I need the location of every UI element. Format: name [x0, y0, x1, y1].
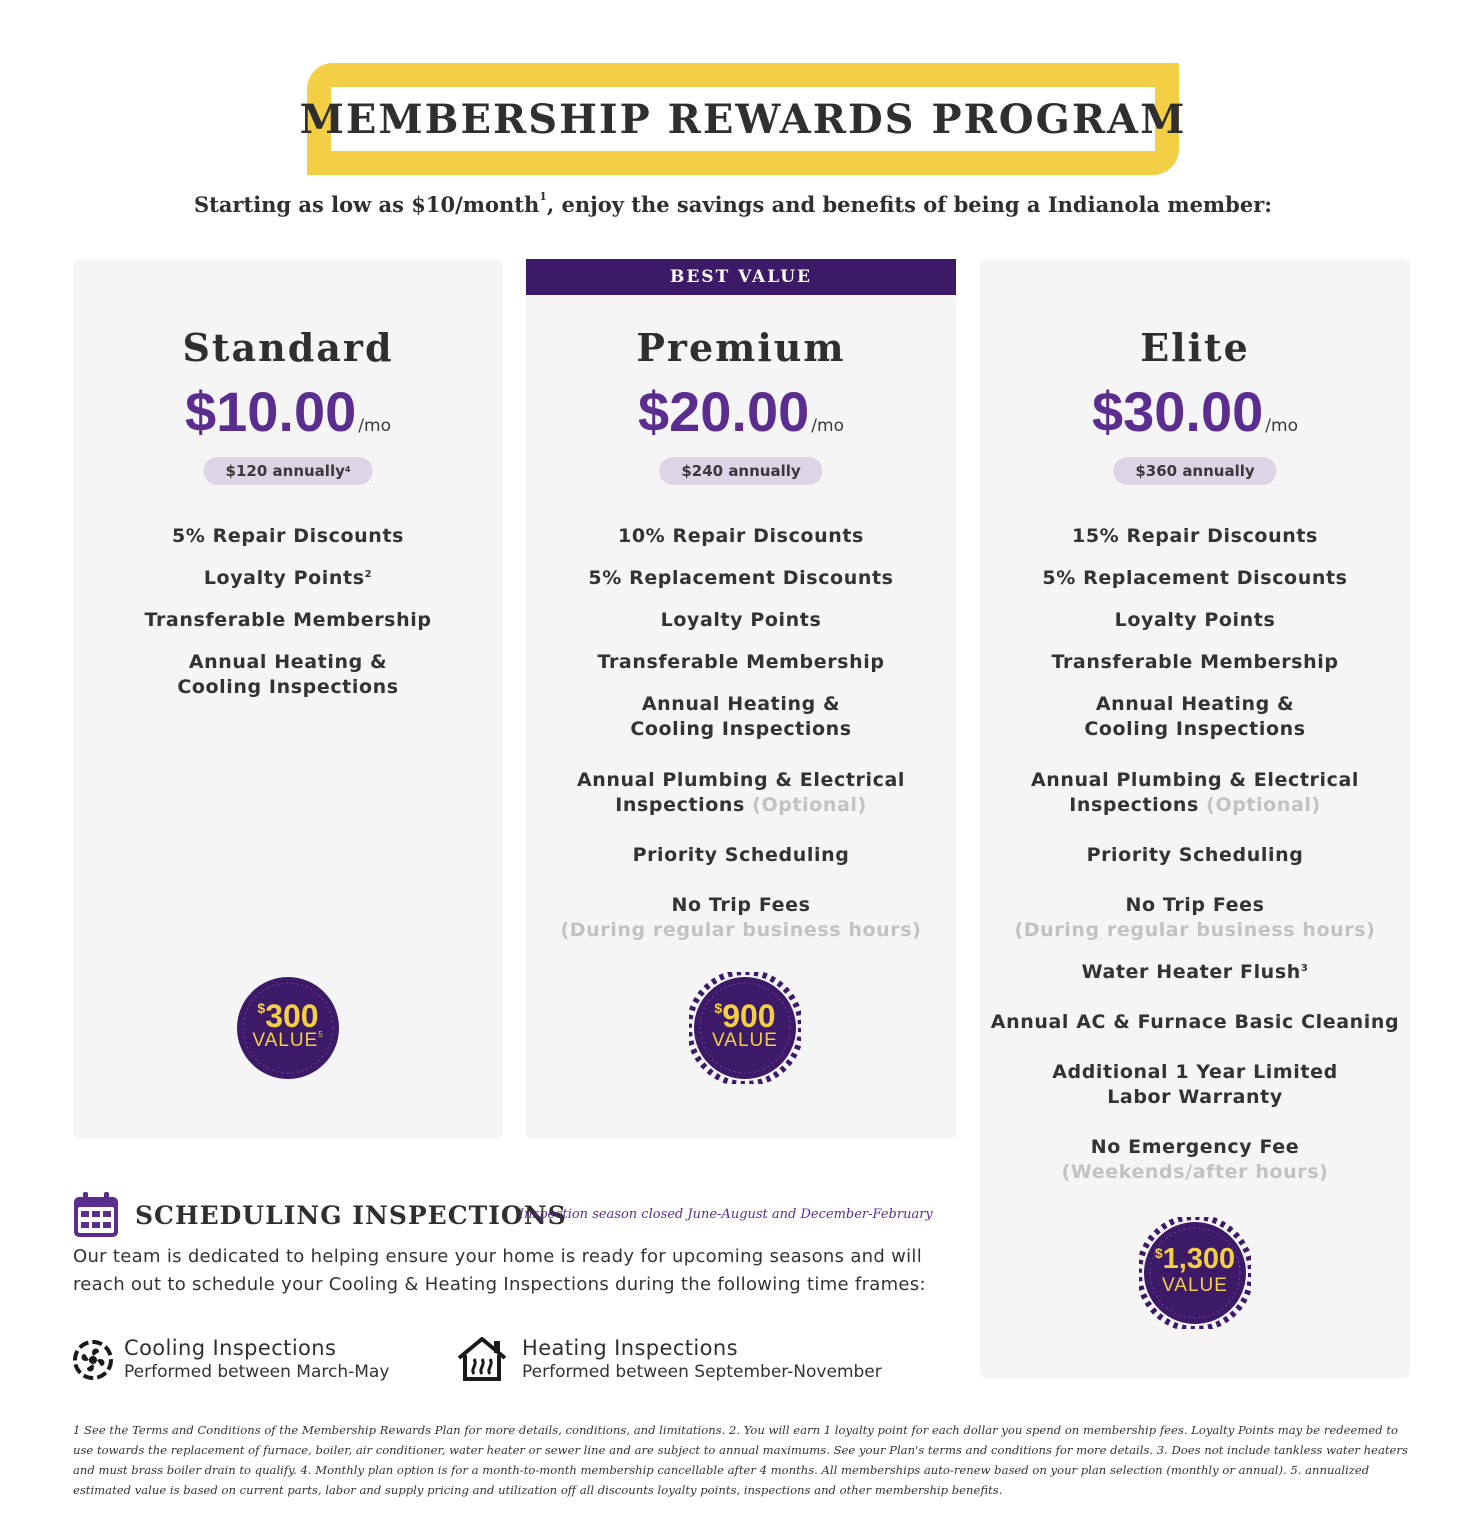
- seal-label: VALUE: [1162, 1275, 1228, 1296]
- page-title: MEMBERSHIP REWARDS PROGRAM: [299, 95, 1187, 143]
- feature-line: Additional 1 Year Limited: [1052, 1061, 1338, 1083]
- seal-currency: $: [714, 1000, 723, 1016]
- feature-line: Inspections: [615, 794, 745, 816]
- feature-repair-discount: 5% Repair Discounts: [171, 525, 405, 547]
- intro-footnote-mark: 1: [539, 190, 547, 203]
- intro-text: [0, 192, 1466, 217]
- title-banner: [299, 63, 1187, 175]
- plan-price: $10.00: [185, 380, 357, 443]
- seal-value: 300: [265, 998, 319, 1034]
- feature-line: Water Heater Flush: [1081, 961, 1301, 983]
- feature-line: No Emergency Fee: [1090, 1136, 1300, 1158]
- seal-label: VALUE: [712, 1030, 778, 1051]
- plan-card-premium: [526, 259, 956, 1139]
- best-value-badge: BEST VALUE: [526, 259, 956, 295]
- seal-amount: [1139, 1243, 1251, 1276]
- plan-name: Standard: [182, 325, 394, 370]
- plan-card-elite: [980, 259, 1410, 1378]
- feature-repair-discount: 10% Repair Discounts: [618, 525, 864, 547]
- price-row: [526, 379, 956, 444]
- optional-tag: (Optional): [752, 794, 867, 816]
- feature-line: Annual Plumbing & Electrical: [576, 769, 906, 791]
- heating-inspections-period: Performed between September-November: [522, 1362, 882, 1382]
- feature-no-trip-fees: [526, 893, 956, 943]
- feature-hvac-inspections: [526, 692, 956, 742]
- annual-price-pill: $240 annually: [659, 457, 822, 485]
- feature-line: Annual Heating &: [1095, 693, 1295, 715]
- scheduling-title: SCHEDULING INSPECTIONS: [135, 1201, 567, 1230]
- feature-no-trip-fees: [980, 893, 1410, 943]
- price-row: [980, 379, 1410, 444]
- feature-line: Annual Heating &: [641, 693, 841, 715]
- feature-loyalty-points: [73, 566, 503, 591]
- feature-line: Cooling Inspections: [177, 676, 399, 698]
- feature-line: Annual Heating &: [188, 651, 388, 673]
- heating-inspections-title: Heating Inspections: [522, 1336, 738, 1360]
- plan-name: Premium: [636, 325, 846, 370]
- feature-labor-warranty: [980, 1060, 1410, 1110]
- scheduling-body: Our team is dedicated to helping ensure your home is ready for upcoming seasons and will reach out to schedule your Cooling & Heating Inspections during the following time frames:: [73, 1246, 926, 1295]
- feature-ac-furnace-cleaning: Annual AC & Furnace Basic Cleaning: [990, 1011, 1400, 1033]
- intro-text-end: , enjoy the savings and benefits of being a Indianola member:: [546, 192, 1273, 217]
- feature-plumbing-electrical: [980, 768, 1410, 818]
- price-row: [73, 379, 503, 444]
- annual-price: $120 annually: [225, 462, 345, 480]
- seal-currency: $: [257, 1000, 266, 1016]
- feature-line: Annual Plumbing & Electrical: [1030, 769, 1360, 791]
- plan-price: $20.00: [638, 380, 810, 443]
- cooling-inspections-period: Performed between March-May: [124, 1362, 390, 1382]
- calendar-icon: [73, 1192, 119, 1238]
- annual-footnote-mark: 4: [344, 464, 351, 474]
- feature-priority-scheduling: Priority Scheduling: [1086, 844, 1304, 866]
- feature-line: No Trip Fees: [671, 894, 811, 916]
- seal-footnote-mark: 5: [318, 1030, 324, 1039]
- feature-line: No Trip Fees: [1125, 894, 1265, 916]
- value-seal: [1139, 1217, 1251, 1329]
- feature-plumbing-electrical: [526, 768, 956, 818]
- cooling-inspections-title: Cooling Inspections: [124, 1336, 337, 1360]
- feature-water-heater-flush: [980, 960, 1410, 985]
- annual-price-pill: [204, 457, 373, 485]
- price-period: /mo: [1265, 416, 1298, 436]
- feature-transferable: Transferable Membership: [1051, 651, 1339, 673]
- feature-replacement-discount: 5% Replacement Discounts: [1042, 567, 1348, 589]
- feature-loyalty-points: Loyalty Points: [660, 609, 822, 631]
- feature-transferable: Transferable Membership: [597, 651, 885, 673]
- value-seal: [689, 972, 801, 1084]
- feature-transferable: Transferable Membership: [144, 609, 432, 631]
- plan-name: Elite: [1140, 325, 1250, 370]
- feature-priority-scheduling: Priority Scheduling: [632, 844, 850, 866]
- title-banner-inner: [299, 87, 1187, 151]
- feature-hvac-inspections: [73, 650, 503, 700]
- fan-icon: [71, 1338, 117, 1384]
- plan-card-standard: [73, 259, 503, 1139]
- house-heat-icon: [456, 1336, 502, 1382]
- footnotes: 1 See the Terms and Conditions of the Membership Rewards Plan for more details, conditions, and limitations. 2. You will earn 1 loyalty point for each dollar you spend on membership fees. Loyalty Points may be redeemed to use towards the replacement of furnace, boiler, air conditioner, water heater or sewer line and are subject to annual maximums. See your Plan's terms and conditions for more details. 3. Does not include tankless water heaters and must brass boiler drain to qualify. 4. Monthly plan option is for a month-to-month membership cancellable after 4 months. All memberships auto-renew based on your plan selection (monthly or annual). 5. annualized estimated value is based on current parts, labor and supply pricing and utilization off all discounts loyalty points, inspections and other membership benefits.: [73, 1423, 1408, 1497]
- plan-price: $30.00: [1092, 380, 1264, 443]
- feature-line: Cooling Inspections: [630, 718, 852, 740]
- feature-line: Labor Warranty: [1107, 1086, 1283, 1108]
- intro-text-start: Starting as low as $10/month: [193, 192, 540, 217]
- feature-line: Cooling Inspections: [1084, 718, 1306, 740]
- feature-footnote-mark: 3: [1300, 963, 1309, 974]
- seal-label: [232, 1030, 344, 1052]
- scheduling-note: Inspection season closed June-August and December-February: [519, 1207, 933, 1222]
- feature-line: Inspections: [1069, 794, 1199, 816]
- annual-price-pill: $360 annually: [1113, 457, 1276, 485]
- feature-footnote-mark: 2: [364, 569, 373, 580]
- feature-no-emergency-fee: [980, 1135, 1410, 1185]
- price-period: /mo: [811, 416, 844, 436]
- seal-currency: $: [1154, 1245, 1163, 1261]
- feature-loyalty-points-label: Loyalty Points: [203, 567, 365, 589]
- feature-loyalty-points: Loyalty Points: [1114, 609, 1276, 631]
- seal-value: 1,300: [1162, 1243, 1236, 1275]
- price-period: /mo: [358, 416, 391, 436]
- optional-tag: (Optional): [1206, 794, 1321, 816]
- feature-note: (During regular business hours): [560, 919, 922, 941]
- value-seal: [232, 972, 344, 1084]
- feature-note: (Weekends/after hours): [1061, 1161, 1329, 1183]
- feature-note: (During regular business hours): [1014, 919, 1376, 941]
- feature-hvac-inspections: [980, 692, 1410, 742]
- seal-label-text: VALUE: [252, 1030, 319, 1051]
- feature-replacement-discount: 5% Replacement Discounts: [588, 567, 894, 589]
- feature-repair-discount: 15% Repair Discounts: [1072, 525, 1318, 547]
- seal-value: 900: [722, 998, 776, 1034]
